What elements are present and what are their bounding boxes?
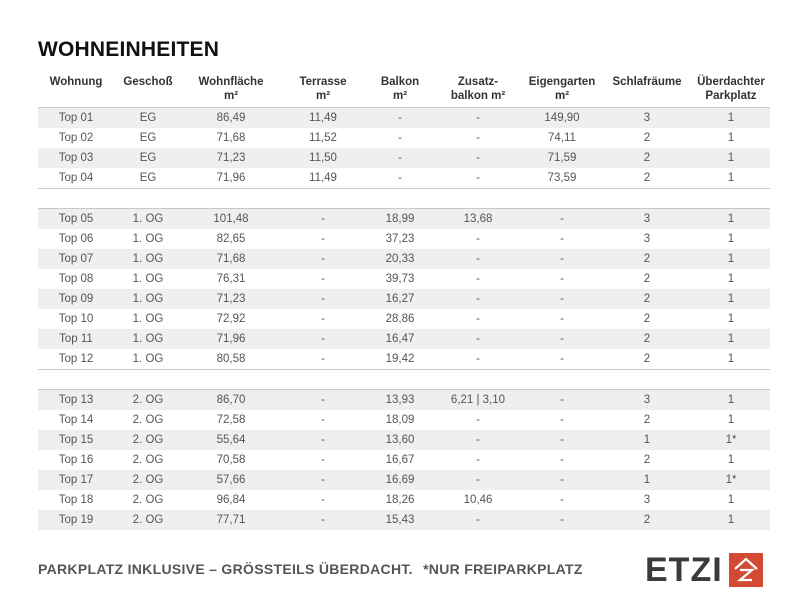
- floor-group: [38, 107, 770, 188]
- logo-wordmark: ETZI: [645, 551, 723, 589]
- table-cell: 13,93: [385, 394, 415, 406]
- column-header-line: Überdachter: [697, 76, 765, 88]
- table-row: [38, 289, 770, 309]
- table-cell: -: [321, 474, 325, 486]
- table-cell: -: [560, 213, 564, 225]
- table-cell: 71,23: [216, 293, 246, 305]
- table-cell: -: [321, 394, 325, 406]
- footer-text: PARKPLATZ INKLUSIVE – GRÖSSTEILS ÜBERDACHT.: [38, 561, 413, 577]
- table-cell: -: [476, 152, 480, 164]
- table-cell: 86,49: [216, 112, 246, 124]
- column-header-line: Wohnfläche: [198, 76, 264, 88]
- table-cell: 1: [727, 494, 735, 506]
- table-cell: -: [560, 414, 564, 426]
- table-cell: 2: [643, 333, 651, 345]
- table-cell: 72,58: [216, 414, 246, 426]
- table-cell: Top 01: [58, 112, 94, 124]
- table-cell: 2: [643, 253, 651, 265]
- table-cell: 2. OG: [132, 514, 164, 526]
- table-row: [38, 510, 770, 530]
- table-row: [38, 490, 770, 510]
- column-header: [692, 75, 770, 103]
- table-cell: 3: [643, 494, 651, 506]
- table-cell: EG: [139, 132, 157, 144]
- table-cell: Top 04: [58, 172, 94, 184]
- table-cell: Top 19: [58, 514, 94, 526]
- floor-group: [38, 208, 770, 369]
- table-cell: 2: [643, 132, 651, 144]
- table-cell: 11,49: [309, 172, 337, 184]
- table-cell: 2: [643, 172, 651, 184]
- table-cell: 3: [643, 112, 651, 124]
- table-cell: 16,47: [385, 333, 415, 345]
- group-separator: [38, 188, 770, 208]
- column-header-line: Balkon: [380, 76, 420, 88]
- table-cell: Top 17: [58, 474, 94, 486]
- table-cell: 16,27: [385, 293, 415, 305]
- table-cell: 16,69: [385, 474, 415, 486]
- table-cell: -: [321, 293, 325, 305]
- table-cell: -: [476, 112, 480, 124]
- table-cell: 1: [727, 394, 735, 406]
- table-cell: Top 07: [58, 253, 94, 265]
- table-cell: 1: [727, 333, 735, 345]
- table-cell: -: [476, 172, 480, 184]
- table-row: [38, 128, 770, 148]
- table-cell: 2. OG: [132, 414, 164, 426]
- table-cell: EG: [139, 112, 157, 124]
- table-cell: 71,23: [216, 152, 246, 164]
- table-cell: 2. OG: [132, 434, 164, 446]
- table-row: [38, 249, 770, 269]
- table-cell: 1. OG: [132, 213, 164, 225]
- table-cell: 101,48: [213, 213, 249, 225]
- column-header-line: m²: [392, 90, 408, 102]
- table-cell: -: [560, 233, 564, 245]
- table-cell: 1: [727, 353, 735, 365]
- column-header-line: Zusatz-: [457, 76, 499, 88]
- table-cell: 1: [727, 213, 735, 225]
- table-cell: 1: [727, 112, 735, 124]
- table-cell: 76,31: [216, 273, 246, 285]
- table-cell: 149,90: [544, 112, 580, 124]
- table-cell: -: [321, 233, 325, 245]
- table-cell: 1. OG: [132, 293, 164, 305]
- table-row: [38, 108, 770, 128]
- table-cell: 3: [643, 213, 651, 225]
- units-table: [38, 75, 770, 530]
- table-cell: 1. OG: [132, 233, 164, 245]
- table-cell: 39,73: [385, 273, 415, 285]
- column-header: [522, 75, 602, 103]
- column-header-line: Geschoß: [123, 76, 173, 88]
- table-cell: -: [476, 233, 480, 245]
- table-cell: -: [321, 253, 325, 265]
- table-cell: -: [560, 313, 564, 325]
- table-cell: Top 02: [58, 132, 94, 144]
- table-cell: 13,68: [463, 213, 493, 225]
- column-header: [602, 75, 692, 89]
- table-cell: Top 18: [58, 494, 94, 506]
- table-cell: 1: [727, 152, 735, 164]
- table-cell: -: [321, 353, 325, 365]
- table-cell: Top 13: [58, 394, 94, 406]
- column-header-line: m²: [223, 90, 239, 102]
- table-cell: -: [321, 273, 325, 285]
- table-cell: -: [321, 213, 325, 225]
- table-cell: -: [476, 273, 480, 285]
- table-row: [38, 148, 770, 168]
- table-cell: 82,65: [216, 233, 246, 245]
- column-header-line: balkon m²: [450, 90, 506, 102]
- table-cell: Top 09: [58, 293, 94, 305]
- brand-logo: [645, 553, 763, 587]
- table-cell: 74,11: [548, 132, 576, 144]
- table-cell: -: [321, 434, 325, 446]
- table-cell: Top 10: [58, 313, 94, 325]
- table-row: [38, 410, 770, 430]
- table-cell: -: [560, 474, 564, 486]
- column-header: [366, 75, 434, 103]
- table-cell: 1: [727, 273, 735, 285]
- table-cell: -: [560, 394, 564, 406]
- table-cell: 77,71: [216, 514, 246, 526]
- table-cell: 1*: [725, 434, 737, 446]
- page-title: WOHNEINHEITEN: [38, 38, 220, 61]
- table-cell: 2: [643, 454, 651, 466]
- table-cell: EG: [139, 152, 157, 164]
- house-z-logo-icon: [729, 553, 763, 587]
- table-cell: 2: [643, 313, 651, 325]
- table-cell: 1: [727, 233, 735, 245]
- table-cell: 15,43: [385, 514, 415, 526]
- table-cell: 1: [727, 414, 735, 426]
- table-cell: -: [476, 454, 480, 466]
- table-cell: -: [560, 293, 564, 305]
- table-header: [38, 75, 770, 107]
- table-cell: 1: [727, 454, 735, 466]
- table-cell: -: [321, 333, 325, 345]
- table-cell: 19,42: [385, 353, 415, 365]
- table-cell: Top 08: [58, 273, 94, 285]
- table-cell: 11,52: [309, 132, 337, 144]
- column-header-line: Wohnung: [49, 76, 103, 88]
- column-header-line: Parkplatz: [705, 90, 757, 102]
- table-cell: 1*: [725, 474, 737, 486]
- table-cell: -: [321, 454, 325, 466]
- table-cell: 1. OG: [132, 313, 164, 325]
- table-cell: 20,33: [385, 253, 415, 265]
- column-header-line: m²: [554, 90, 570, 102]
- table-cell: 6,21 | 3,10: [450, 394, 506, 406]
- table-cell: 11,49: [309, 112, 337, 124]
- group-separator: [38, 369, 770, 389]
- table-cell: 37,23: [385, 233, 415, 245]
- table-cell: -: [398, 152, 402, 164]
- table-cell: -: [321, 514, 325, 526]
- table-cell: -: [560, 514, 564, 526]
- table-cell: 2. OG: [132, 474, 164, 486]
- table-cell: 72,92: [216, 313, 246, 325]
- table-cell: -: [560, 454, 564, 466]
- table-cell: 18,99: [385, 213, 415, 225]
- table-cell: -: [398, 132, 402, 144]
- table-cell: 1. OG: [132, 273, 164, 285]
- table-row: [38, 168, 770, 188]
- table-cell: 2: [643, 353, 651, 365]
- column-header-line: Terrasse: [299, 76, 347, 88]
- column-header-line: Eigengarten: [528, 76, 596, 88]
- column-header-line: m²: [315, 90, 331, 102]
- table-cell: 3: [643, 394, 651, 406]
- table-cell: -: [476, 293, 480, 305]
- table-cell: 96,84: [216, 494, 246, 506]
- table-cell: 1: [727, 132, 735, 144]
- table-cell: Top 06: [58, 233, 94, 245]
- table-cell: -: [476, 353, 480, 365]
- table-cell: -: [560, 333, 564, 345]
- table-cell: 71,68: [216, 253, 246, 265]
- table-cell: 1: [643, 434, 651, 446]
- table-cell: -: [476, 333, 480, 345]
- table-cell: -: [398, 172, 402, 184]
- floor-group: [38, 389, 770, 530]
- column-header: [38, 75, 114, 89]
- table-cell: 16,67: [385, 454, 415, 466]
- table-body: [38, 107, 770, 530]
- table-cell: 13,60: [385, 434, 415, 446]
- table-row: [38, 309, 770, 329]
- table-cell: 71,96: [216, 172, 246, 184]
- table-cell: 2: [643, 514, 651, 526]
- table-cell: 1: [727, 313, 735, 325]
- table-cell: EG: [139, 172, 157, 184]
- table-cell: 2: [643, 414, 651, 426]
- column-header: [280, 75, 366, 103]
- table-cell: Top 16: [58, 454, 94, 466]
- table-cell: -: [560, 353, 564, 365]
- table-row: [38, 349, 770, 369]
- table-row: [38, 390, 770, 410]
- table-cell: Top 12: [58, 353, 94, 365]
- table-cell: Top 05: [58, 213, 94, 225]
- table-row: [38, 450, 770, 470]
- table-cell: 57,66: [216, 474, 246, 486]
- table-cell: 86,70: [216, 394, 246, 406]
- table-cell: -: [476, 253, 480, 265]
- table-cell: 28,86: [385, 313, 415, 325]
- table-cell: -: [560, 494, 564, 506]
- table-cell: -: [476, 132, 480, 144]
- table-cell: 10,46: [463, 494, 493, 506]
- table-cell: -: [560, 273, 564, 285]
- table-cell: 2: [643, 293, 651, 305]
- table-cell: 3: [643, 233, 651, 245]
- table-row: [38, 329, 770, 349]
- table-cell: -: [321, 313, 325, 325]
- table-row: [38, 229, 770, 249]
- table-cell: -: [476, 434, 480, 446]
- table-cell: 71,96: [216, 333, 246, 345]
- table-cell: 1. OG: [132, 253, 164, 265]
- table-cell: 18,26: [385, 494, 415, 506]
- table-cell: -: [398, 112, 402, 124]
- table-cell: -: [321, 494, 325, 506]
- table-row: [38, 209, 770, 229]
- table-cell: 1. OG: [132, 353, 164, 365]
- table-cell: 1. OG: [132, 333, 164, 345]
- table-cell: -: [476, 313, 480, 325]
- table-cell: 1: [727, 514, 735, 526]
- table-cell: Top 15: [58, 434, 94, 446]
- table-cell: -: [476, 414, 480, 426]
- table-row: [38, 430, 770, 450]
- column-header-line: Schlafräume: [612, 76, 682, 88]
- table-row: [38, 269, 770, 289]
- table-cell: 1: [727, 293, 735, 305]
- table-cell: 11,50: [309, 152, 337, 164]
- table-cell: 1: [727, 253, 735, 265]
- table-cell: Top 14: [58, 414, 94, 426]
- table-cell: 2. OG: [132, 494, 164, 506]
- footer-star-note: *NUR FREIPARKPLATZ: [423, 561, 583, 577]
- table-cell: 18,09: [385, 414, 415, 426]
- table-cell: 71,68: [216, 132, 246, 144]
- column-header: [114, 75, 182, 89]
- table-cell: -: [476, 474, 480, 486]
- table-cell: 71,59: [547, 152, 577, 164]
- table-cell: -: [321, 414, 325, 426]
- table-cell: 2. OG: [132, 394, 164, 406]
- table-cell: 2. OG: [132, 454, 164, 466]
- table-cell: Top 11: [59, 333, 93, 345]
- table-cell: 1: [643, 474, 651, 486]
- table-row: [38, 470, 770, 490]
- table-cell: 80,58: [216, 353, 246, 365]
- table-cell: Top 03: [58, 152, 94, 164]
- table-cell: 1: [727, 172, 735, 184]
- footer-note: [38, 561, 583, 577]
- table-cell: 2: [643, 152, 651, 164]
- table-cell: -: [560, 434, 564, 446]
- column-header: [434, 75, 522, 103]
- table-cell: 73,59: [547, 172, 577, 184]
- table-cell: -: [560, 253, 564, 265]
- table-cell: -: [476, 514, 480, 526]
- table-cell: 55,64: [216, 434, 246, 446]
- column-header: [182, 75, 280, 103]
- table-cell: 2: [643, 273, 651, 285]
- table-cell: 70,58: [216, 454, 246, 466]
